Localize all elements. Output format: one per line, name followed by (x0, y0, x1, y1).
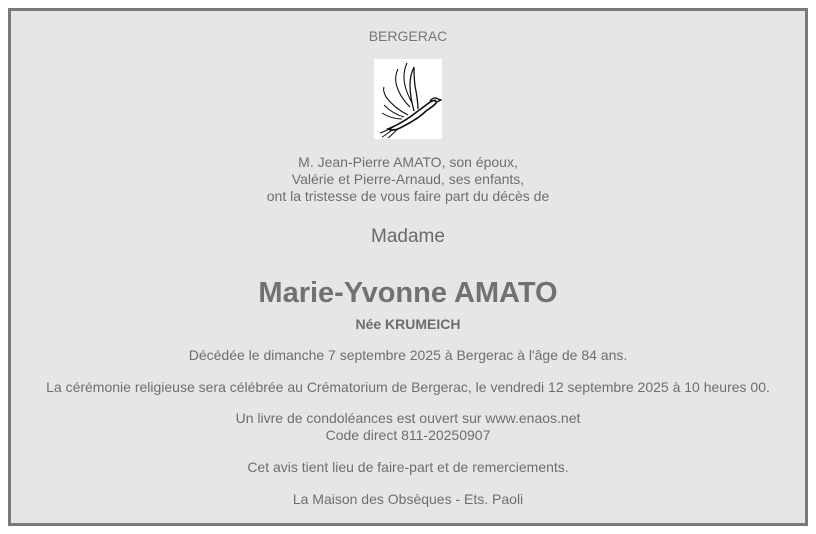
family-line-children: Valérie et Pierre-Arnaud, ses enfants, (291, 171, 525, 187)
notice-statement: Cet avis tient lieu de faire-part et de remerciements. (247, 459, 569, 475)
dove-icon (374, 59, 442, 139)
family-announcement (11, 154, 805, 205)
death-details: Décédée le dimanche 7 septembre 2025 à Bergerac à l'âge de 84 ans. (188, 347, 628, 363)
condolence-book-line: Un livre de condoléances est ouvert sur www.enaos.net (235, 410, 581, 426)
honorific: Madame (371, 226, 445, 247)
funeral-home: La Maison des Obsèques - Ets. Paoli (292, 491, 524, 507)
deceased-name: Marie-Yvonne AMATO (258, 277, 558, 309)
dove-image (374, 59, 442, 139)
ceremony-details: La cérémonie religieuse sera célébrée au Crématorium de Bergerac, le vendredi 12 septembre 2025 à 10 heures 00. (46, 379, 770, 395)
family-line-spouse: M. Jean-Pierre AMATO, son époux, (298, 154, 518, 170)
city-heading: BERGERAC (368, 28, 448, 44)
maiden-name: Née KRUMEICH (355, 316, 461, 332)
obituary-notice (8, 8, 808, 526)
direct-code-line: Code direct 811-20250907 (325, 427, 491, 443)
condolence-info (11, 410, 805, 444)
family-line-announcement: ont la tristesse de vous faire part du décès de (266, 188, 550, 204)
